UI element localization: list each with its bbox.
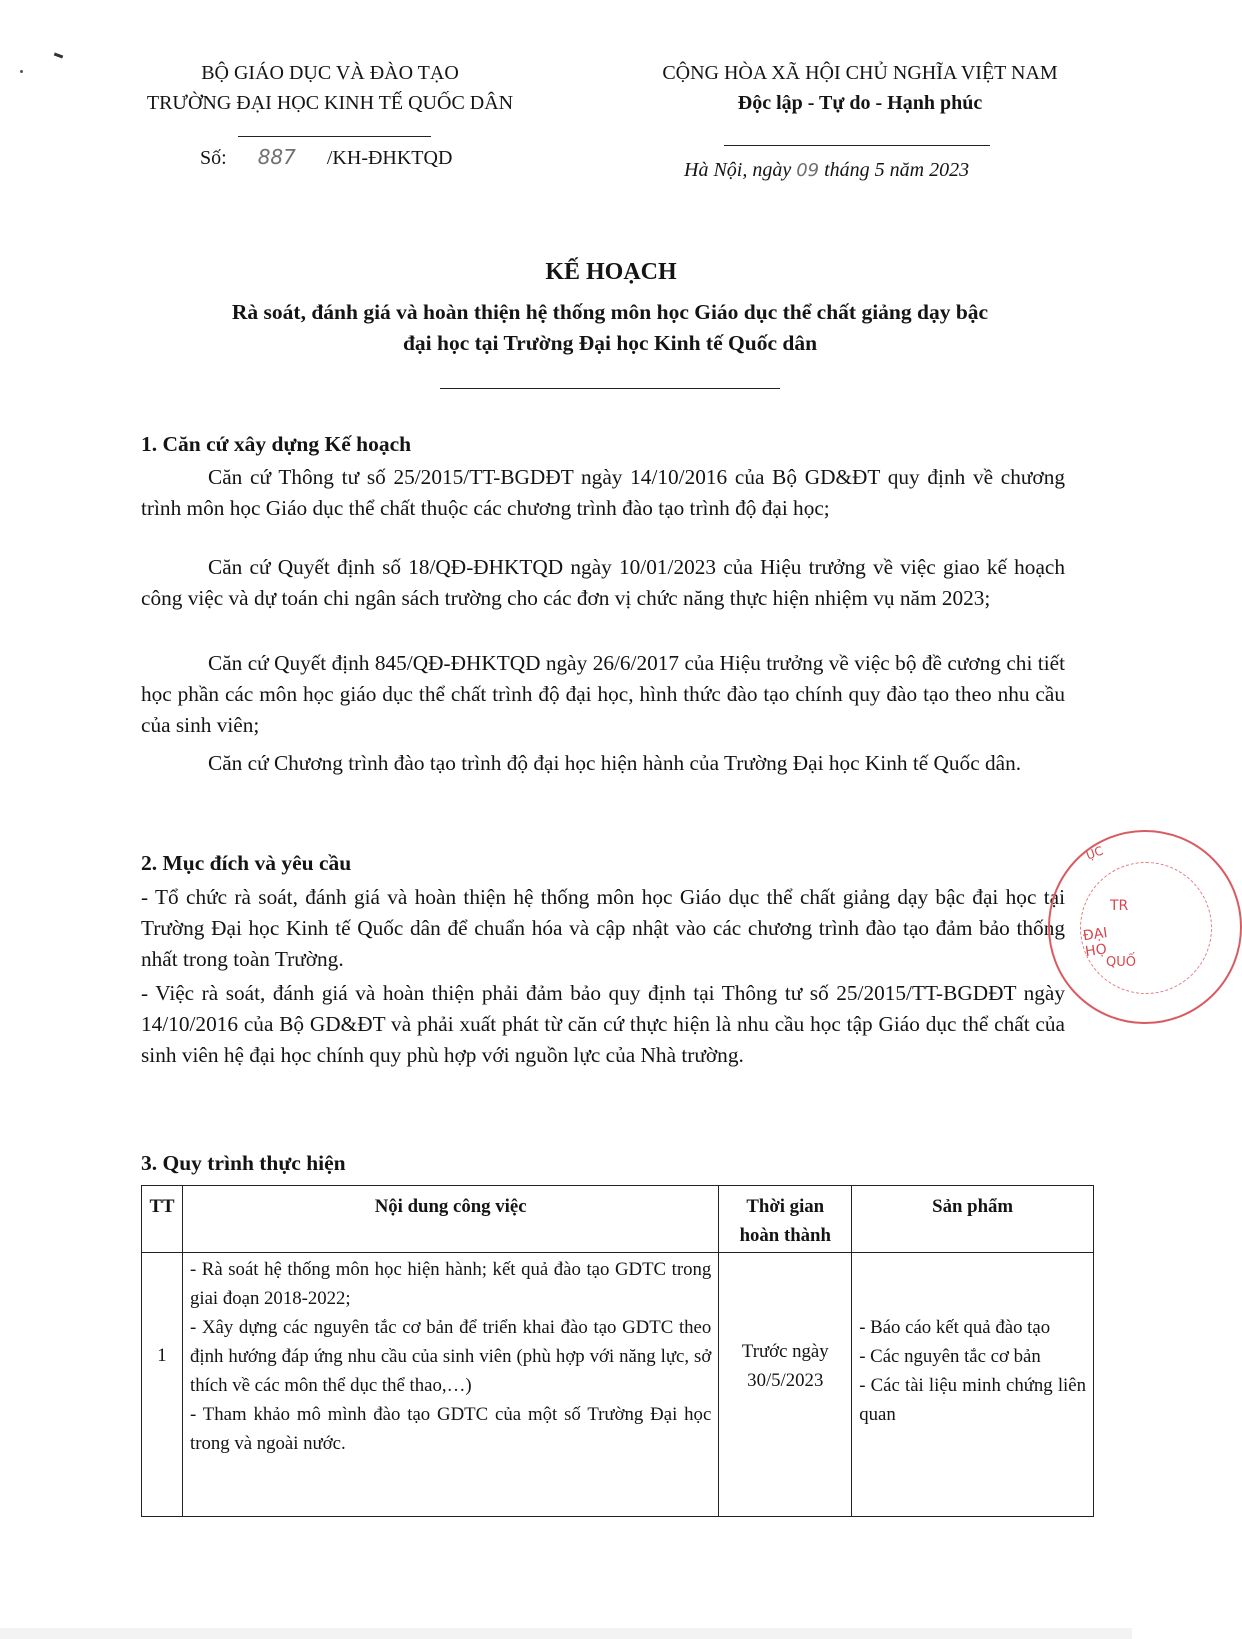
time-header-line2: hoàn thành bbox=[739, 1225, 831, 1246]
left-header-rule bbox=[238, 136, 431, 137]
document-subtitle-line1: Rà soát, đánh giá và hoàn thiện hệ thống môn học Giáo dục thể chất giảng dạy bậc bbox=[231, 300, 989, 324]
column-header-tt: TT bbox=[142, 1186, 183, 1253]
country-name: CỘNG HÒA XÃ HỘI CHỦ NGHĨA VIỆT NAM bbox=[662, 62, 1058, 84]
official-seal-text: TR bbox=[1110, 898, 1129, 914]
row-time bbox=[719, 1253, 852, 1517]
ministry-name: BỘ GIÁO DỤC VÀ ĐÀO TẠO bbox=[201, 62, 459, 84]
table-header-row bbox=[142, 1186, 1094, 1253]
official-seal-text: ỤC bbox=[1084, 843, 1106, 863]
product-item: - Báo cáo kết quả đào tạo bbox=[859, 1316, 1051, 1338]
process-table bbox=[141, 1185, 1094, 1517]
scan-speck bbox=[20, 70, 23, 73]
place-date bbox=[684, 155, 969, 186]
handwritten-number: 887 bbox=[257, 145, 296, 169]
time-line2: 30/5/2023 bbox=[747, 1369, 824, 1391]
content-item: - Tham khảo mô mình đào tạo GDTC của một số Trường Đại học trong và ngoài nước. bbox=[189, 1404, 712, 1454]
time-line1: Trước ngày bbox=[741, 1340, 829, 1362]
row-number: 1 bbox=[142, 1253, 183, 1517]
scan-bottom-edge bbox=[0, 1628, 1132, 1639]
content-item: - Xây dựng các nguyên tắc cơ bản để triển khai đào tạo GDTC theo định hướng đáp ứng nhu cầu của sinh viên (phù hợp với năng lực, sở thích về các môn thể dục thể thao,…) bbox=[189, 1317, 712, 1396]
column-header-product: Sản phẩm bbox=[852, 1186, 1094, 1253]
official-seal-text: QUỐ bbox=[1106, 955, 1136, 970]
section-2-heading: 2. Mục đích và yêu cầu bbox=[141, 851, 352, 875]
scan-speck bbox=[54, 53, 63, 59]
number-suffix: /KH-ĐHKTQD bbox=[326, 147, 453, 169]
table-row bbox=[142, 1253, 1094, 1517]
column-header-content: Nội dung công việc bbox=[182, 1186, 718, 1253]
date-suffix: tháng 5 năm 2023 bbox=[824, 159, 970, 181]
date-prefix: Hà Nội, ngày bbox=[684, 159, 792, 181]
content-item: - Rà soát hệ thống môn học hiện hành; kết quả đào tạo GDTC trong giai đoạn 2018-2022; bbox=[189, 1259, 712, 1309]
product-item: - Các nguyên tắc cơ bản bbox=[859, 1345, 1041, 1367]
number-label: Số: bbox=[200, 147, 227, 169]
section-3-heading: 3. Quy trình thực hiện bbox=[141, 1151, 346, 1175]
handwritten-day: 09 bbox=[796, 160, 820, 181]
row-content bbox=[182, 1253, 718, 1517]
column-header-time bbox=[719, 1186, 852, 1253]
section-2-paragraph: - Tổ chức rà soát, đánh giá và hoàn thiện hệ thống môn học Giáo dục thể chất giảng dạy bậc đại học tại Trường Đại học Kinh tế Quốc dân để chuẩn hóa và cập nhật vào các chương trình đào tạo đảm bảo thống nhất trong toàn Trường. bbox=[141, 885, 1065, 971]
document-number bbox=[200, 142, 452, 173]
title-rule bbox=[440, 388, 780, 389]
product-item: - Các tài liệu minh chứng liên quan bbox=[859, 1374, 1086, 1425]
section-1-paragraph: Căn cứ Quyết định 845/QĐ-ĐHKTQD ngày 26/6/2017 của Hiệu trưởng về việc bộ đề cương chi tiết học phần các môn học giáo dục thể chất trình độ đại học, hình thức đào tạo chính quy đào tạo theo nhu cầu của sinh viên; bbox=[141, 651, 1065, 737]
time-header-line1: Thời gian bbox=[746, 1196, 825, 1217]
right-header-rule bbox=[724, 145, 990, 146]
section-2-paragraph: - Việc rà soát, đánh giá và hoàn thiện phải đảm bảo quy định tại Thông tư số 25/2015/TT-BGDĐT ngày 14/10/2016 của Bộ GD&ĐT và phải xuất phát từ căn cứ thực hiện là nhu cầu học tập Giáo dục thể chất của sinh viên hệ đại học chính quy phù hợp với nguồn lực của Nhà trường. bbox=[141, 981, 1065, 1067]
section-1-paragraph: Căn cứ Thông tư số 25/2015/TT-BGDĐT ngày 14/10/2016 của Bộ GD&ĐT quy định về chương trình môn học Giáo dục thể chất thuộc các chương trình đào tạo trình độ đại học; bbox=[141, 465, 1065, 520]
document-subtitle-line2: đại học tại Trường Đại học Kinh tế Quốc dân bbox=[402, 331, 818, 355]
section-1-heading: 1. Căn cứ xây dựng Kế hoạch bbox=[141, 432, 412, 456]
section-1-paragraph: Căn cứ Quyết định số 18/QĐ-ĐHKTQD ngày 10/01/2023 của Hiệu trưởng về việc giao kế hoạch công việc và dự toán chi ngân sách trường cho các đơn vị chức năng thực hiện nhiệm vụ năm 2023; bbox=[141, 555, 1065, 610]
section-1-paragraph: Căn cứ Chương trình đào tạo trình độ đại học hiện hành của Trường Đại học Kinh tế Quốc dân. bbox=[208, 751, 1022, 775]
row-product bbox=[852, 1253, 1094, 1517]
official-seal-text: ĐẠI HỌ bbox=[1082, 925, 1109, 961]
country-motto: Độc lập - Tự do - Hạnh phúc bbox=[737, 92, 983, 114]
document-title: KẾ HOẠCH bbox=[545, 259, 677, 285]
university-name: TRƯỜNG ĐẠI HỌC KINH TẾ QUỐC DÂN bbox=[146, 92, 514, 114]
